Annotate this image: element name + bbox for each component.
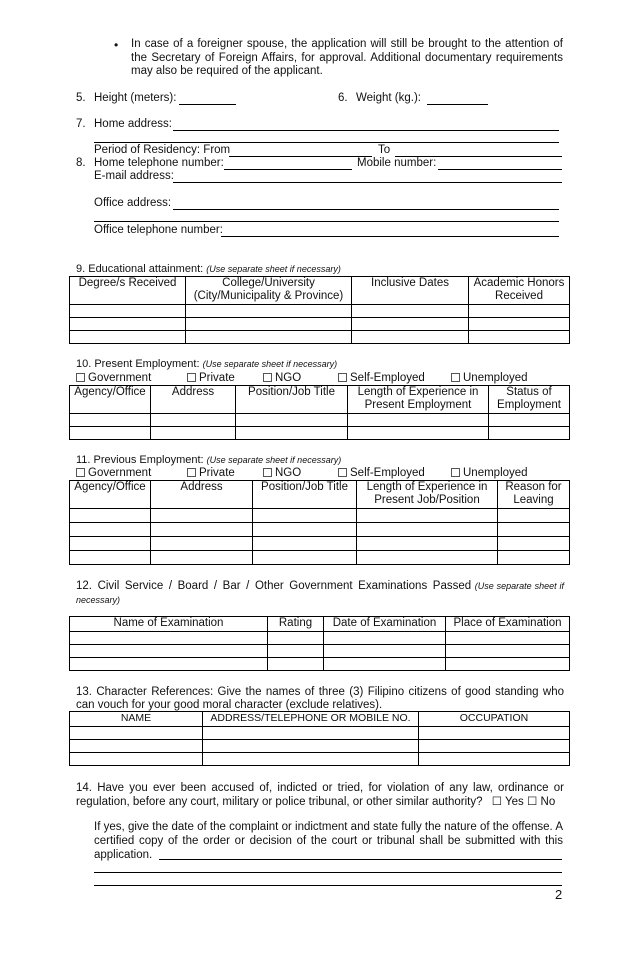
offense-details-label: If yes, give the date of the complaint or indictment and state fully the nature of the offense. A certified copy of the order or decision of the court or tribunal shall be submitted with this application. — [94, 821, 563, 861]
table-cell-input[interactable] — [419, 753, 570, 766]
table-cell-input[interactable] — [446, 645, 570, 658]
table-cell-input[interactable] — [70, 632, 268, 645]
period-to-label: To — [378, 144, 391, 156]
table-cell-input[interactable] — [498, 509, 570, 523]
column-header: ADDRESS/TELEPHONE OR MOBILE NO. — [203, 712, 419, 727]
table-cell-input[interactable] — [324, 645, 446, 658]
table-cell-input[interactable] — [498, 537, 570, 551]
column-header: Date of Examination — [324, 617, 446, 632]
mobile-number-label: Mobile number: — [357, 157, 437, 169]
item9-hint: (Use separate sheet if necessary) — [206, 264, 341, 274]
examinations-label: 12. Civil Service / Board / Bar / Other Government Examinations Passed — [76, 580, 472, 592]
table-header-row — [70, 712, 570, 727]
table-cell-input[interactable] — [446, 632, 570, 645]
checkbox-icon — [263, 373, 272, 382]
previous-employment-table — [69, 480, 570, 565]
table-cell-input[interactable] — [203, 753, 419, 766]
option-label: Self-Employed — [350, 467, 425, 479]
no-label: No — [540, 796, 556, 808]
table-cell-input[interactable] — [70, 537, 151, 551]
item11-title — [76, 454, 341, 466]
table-cell-input[interactable] — [203, 727, 419, 740]
table-cell-input[interactable] — [489, 414, 570, 427]
table-cell-input[interactable] — [70, 414, 151, 427]
previous-option-ngo[interactable] — [263, 467, 301, 479]
table-cell-input[interactable] — [324, 632, 446, 645]
table-cell-input[interactable] — [419, 727, 570, 740]
table-row — [70, 331, 570, 344]
table-cell-input[interactable] — [70, 645, 268, 658]
present-option-ngo[interactable] — [263, 372, 301, 384]
column-header: Place of Examination — [446, 617, 570, 632]
checkbox-icon — [187, 468, 196, 477]
table-cell-input[interactable] — [236, 414, 348, 427]
table-row — [70, 537, 570, 551]
previous-option-self-employed[interactable] — [338, 467, 425, 479]
checkbox-icon — [338, 468, 347, 477]
column-header: Reason for Leaving — [498, 481, 570, 509]
table-cell-input[interactable] — [70, 318, 186, 331]
table-cell-input[interactable] — [70, 727, 203, 740]
table-row — [70, 632, 570, 645]
foreigner-spouse-note: In case of a foreigner spouse, the application will still be brought to the attention of the Secretary of Foreign Affairs, for approval. Additional documentary requirements may also be required of the applicant. — [131, 38, 563, 77]
table-cell-input[interactable] — [236, 427, 348, 440]
table-cell-input[interactable] — [151, 414, 236, 427]
table-row — [70, 523, 570, 537]
height-label: Height (meters): — [94, 92, 177, 104]
table-cell-input[interactable] — [70, 427, 151, 440]
table-row — [70, 753, 570, 766]
table-cell-input[interactable] — [253, 551, 357, 565]
column-header: Address — [151, 481, 253, 509]
option-label: Unemployed — [463, 467, 528, 479]
table-cell-input[interactable] — [348, 414, 489, 427]
item5-number: 5. — [76, 92, 86, 104]
height-field[interactable] — [179, 104, 236, 105]
option-label: Self-Employed — [350, 372, 425, 384]
table-row — [70, 658, 570, 671]
previous-option-government[interactable] — [76, 467, 151, 479]
table-cell-input[interactable] — [70, 551, 151, 565]
table-cell-input[interactable] — [151, 427, 236, 440]
office-telephone-field[interactable] — [221, 236, 559, 237]
yes-label: Yes — [505, 796, 524, 808]
office-address-field[interactable] — [173, 209, 559, 210]
accused-question-label: 14. Have you ever been accused of, indicted or tried, for violation of any law, ordinance or regulation, before any court, military or police tribunal, or other similar authority? — [76, 782, 564, 808]
checkbox-icon — [76, 373, 85, 382]
item10-hint: (Use separate sheet if necessary) — [202, 359, 338, 369]
office-address-field-2[interactable] — [94, 221, 559, 222]
table-cell-input[interactable] — [469, 331, 570, 344]
offense-details-field-3[interactable] — [94, 885, 562, 886]
home-telephone-label: Home telephone number: — [94, 157, 224, 169]
table-cell-input[interactable] — [419, 740, 570, 753]
table-cell-input[interactable] — [357, 509, 498, 523]
table-header-row — [70, 617, 570, 632]
table-cell-input[interactable] — [70, 509, 151, 523]
home-telephone-field[interactable] — [224, 169, 352, 170]
checkbox-icon — [338, 373, 347, 382]
home-address-label: Home address: — [94, 118, 172, 130]
weight-field[interactable] — [427, 104, 488, 105]
educational-attainment-label: 9. Educational attainment: — [76, 263, 204, 275]
character-references-label: 13. Character References: Give the names of three (3) Filipino citizens of good standing who can vouch for your good moral character (exclude relatives). — [76, 686, 564, 711]
checkbox-icon: ☐ — [527, 796, 538, 808]
table-cell-input[interactable] — [151, 509, 253, 523]
email-label: E-mail address: — [94, 170, 174, 182]
table-row — [70, 414, 570, 427]
item11-hint: (Use separate sheet if necessary) — [206, 455, 342, 465]
table-cell-input[interactable] — [70, 305, 186, 318]
column-header: Position/Job Title — [253, 481, 357, 509]
offense-details-field[interactable] — [159, 859, 562, 860]
table-cell-input[interactable] — [70, 658, 268, 671]
period-from-field[interactable] — [229, 156, 372, 157]
item7-number: 7. — [76, 118, 86, 130]
education-table — [69, 276, 570, 344]
table-cell-input[interactable] — [268, 658, 324, 671]
table-cell-input[interactable] — [357, 523, 498, 537]
column-header: Address — [151, 386, 236, 414]
option-label: Private — [199, 467, 235, 479]
table-row — [70, 551, 570, 565]
column-header: Degree/s Received — [70, 277, 186, 305]
option-label: Government — [88, 372, 152, 384]
bullet-icon: • — [114, 38, 119, 52]
table-cell-input[interactable] — [70, 753, 203, 766]
previous-employment-label: 11. Previous Employment: — [76, 454, 204, 466]
table-row — [70, 427, 570, 440]
email-field[interactable] — [173, 182, 562, 183]
table-header-row — [70, 386, 570, 414]
column-header: Agency/Office — [70, 481, 151, 509]
present-option-unemployed[interactable] — [451, 372, 528, 384]
column-header: OCCUPATION — [419, 712, 570, 727]
table-row — [70, 305, 570, 318]
item14-question — [76, 781, 564, 809]
office-address-label: Office address: — [94, 197, 172, 209]
table-cell-input[interactable] — [352, 318, 469, 331]
column-header: Length of Experience in Present Employment — [348, 386, 489, 414]
table-cell-input[interactable] — [268, 632, 324, 645]
table-cell-input[interactable] — [151, 537, 253, 551]
column-header: Inclusive Dates — [352, 277, 469, 305]
column-header: NAME — [70, 712, 203, 727]
table-header-row — [70, 481, 570, 509]
table-cell-input[interactable] — [253, 523, 357, 537]
table-cell-input[interactable] — [446, 658, 570, 671]
home-address-field[interactable] — [173, 130, 559, 131]
present-option-government[interactable] — [76, 372, 151, 384]
table-cell-input[interactable] — [151, 523, 253, 537]
present-option-self-employed[interactable] — [338, 372, 425, 384]
item6-number: 6. — [338, 92, 348, 104]
table-cell-input[interactable] — [498, 551, 570, 565]
table-cell-input[interactable] — [489, 427, 570, 440]
table-cell-input[interactable] — [186, 331, 352, 344]
item12-hint: (Use separate sheet if necessary) — [76, 581, 564, 605]
office-telephone-label: Office telephone number: — [94, 224, 223, 236]
table-row — [70, 318, 570, 331]
offense-details-field-2[interactable] — [94, 872, 562, 873]
home-address-field-2[interactable] — [94, 142, 559, 143]
table-row — [70, 509, 570, 523]
column-header: Status of Employment — [489, 386, 570, 414]
table-row — [70, 645, 570, 658]
option-label: Unemployed — [463, 372, 528, 384]
checkbox-icon — [451, 468, 460, 477]
period-residency-label: Period of Residency: From — [94, 144, 231, 156]
column-header: Position/Job Title — [236, 386, 348, 414]
table-cell-input[interactable] — [186, 305, 352, 318]
item10-title — [76, 358, 337, 370]
table-cell-input[interactable] — [324, 658, 446, 671]
table-cell-input[interactable] — [186, 318, 352, 331]
table-cell-input[interactable] — [70, 523, 151, 537]
column-header: Academic Honors Received — [469, 277, 570, 305]
table-cell-input[interactable] — [348, 427, 489, 440]
table-header-row — [70, 277, 570, 305]
table-cell-input[interactable] — [151, 551, 253, 565]
item8-number: 8. — [76, 157, 86, 169]
table-cell-input[interactable] — [70, 740, 203, 753]
present-employment-table — [69, 385, 570, 440]
column-header: Agency/Office — [70, 386, 151, 414]
yes-option[interactable] — [492, 796, 524, 808]
column-header: College/University (City/Municipality & Province) — [186, 277, 352, 305]
table-cell-input[interactable] — [357, 551, 498, 565]
table-cell-input[interactable] — [253, 537, 357, 551]
item9-title — [76, 263, 341, 275]
column-header: Name of Examination — [70, 617, 268, 632]
checkbox-icon — [76, 468, 85, 477]
no-option[interactable] — [527, 796, 555, 808]
page-number: 2 — [555, 887, 563, 902]
present-option-private[interactable] — [187, 372, 235, 384]
previous-option-unemployed[interactable] — [451, 467, 528, 479]
table-cell-input[interactable] — [357, 537, 498, 551]
table-row — [70, 727, 570, 740]
checkbox-icon — [187, 373, 196, 382]
present-employment-label: 10. Present Employment: — [76, 358, 200, 370]
table-cell-input[interactable] — [268, 645, 324, 658]
weight-label: Weight (kg.): — [356, 92, 421, 104]
table-cell-input[interactable] — [203, 740, 419, 753]
table-cell-input[interactable] — [469, 305, 570, 318]
column-header: Rating — [268, 617, 324, 632]
column-header: Length of Experience in Present Job/Position — [357, 481, 498, 509]
checkbox-icon: ☐ — [491, 796, 503, 808]
checkbox-icon — [263, 468, 272, 477]
table-cell-input[interactable] — [352, 331, 469, 344]
previous-option-private[interactable] — [187, 467, 235, 479]
examinations-table — [69, 616, 570, 671]
option-label: Private — [199, 372, 235, 384]
option-label: Government — [88, 467, 152, 479]
table-cell-input[interactable] — [253, 509, 357, 523]
character-references-table — [69, 711, 570, 766]
table-cell-input[interactable] — [469, 318, 570, 331]
item12-title — [76, 579, 564, 607]
checkbox-icon — [451, 373, 460, 382]
mobile-number-field[interactable] — [438, 169, 562, 170]
option-label: NGO — [275, 372, 302, 384]
option-label: NGO — [275, 467, 302, 479]
table-row — [70, 740, 570, 753]
table-cell-input[interactable] — [498, 523, 570, 537]
table-cell-input[interactable] — [70, 331, 186, 344]
table-cell-input[interactable] — [352, 305, 469, 318]
